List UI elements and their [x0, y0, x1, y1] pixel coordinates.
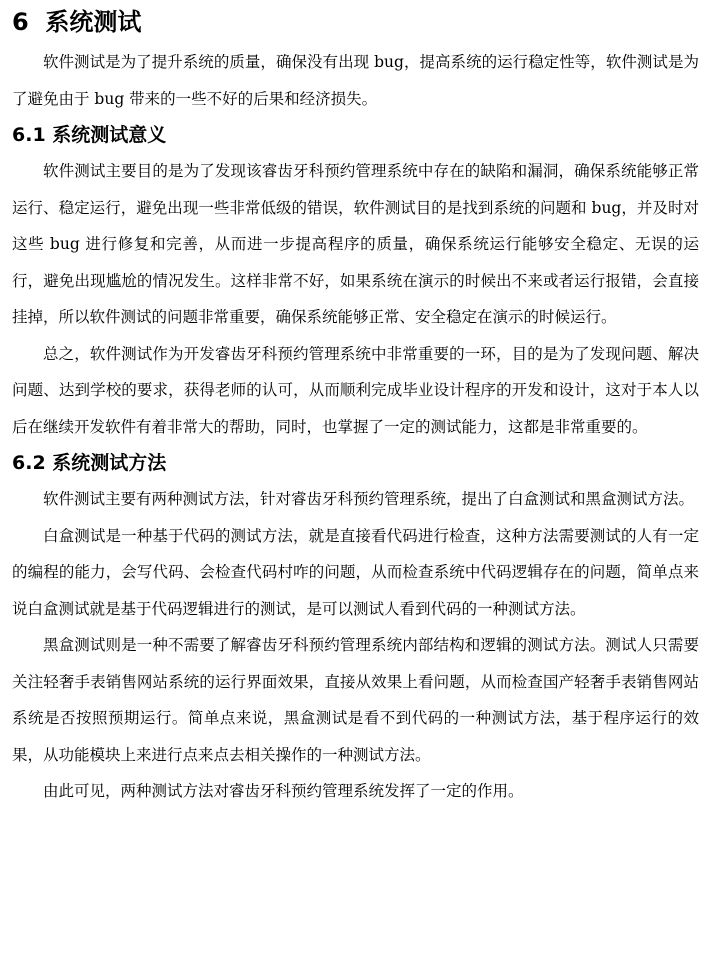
section-intro-paragraph: 软件测试是为了提升系统的质量，确保没有出现 bug，提高系统的运行稳定性等，软件测试是为了避免由于 bug 带来的一些不好的后果和经济损失。 — [12, 53, 699, 108]
paragraph-6-1-b: 总之，软件测试作为开发睿齿牙科预约管理系统中非常重要的一环，目的是为了发现问题、解决问题、达到学校的要求，获得老师的认可，从而顺利完成毕业设计程序的开发和设计，这对于本人以后在继续开发软件有着非常大的帮助，同时，也掌握了一定的测试能力，这都是非常重要的。 — [12, 344, 699, 436]
subsection-heading-6-1: 6.1 系统测试意义 — [12, 124, 167, 146]
section-number: 6 — [12, 8, 29, 36]
paragraph-6-1-a: 软件测试主要目的是为了发现该睿齿牙科预约管理系统中存在的缺陷和漏洞，确保系统能够正常运行、稳定运行，避免出现一些非常低级的错误，软件测试目的是找到系统的问题和 bug，并及时对这些 bug 进行修复和完善，从而进一步提高程序的质量，确保系统运行能够安全稳定、无误的运行，避免出现尴尬的情况发生。这样非常不好，如果系统在演示的时候出不来或者运行报错，会直接挂掉，所以软件测试的问题非常重要，确保系统能够正常、安全稳定在演示的时候运行。 — [12, 162, 699, 326]
paragraph-6-2-a: 软件测试主要有两种测试方法，针对睿齿牙科预约管理系统，提出了白盒测试和黑盒测试方法。 — [43, 490, 695, 508]
paragraph-6-2-c: 黑盒测试则是一种不需要了解睿齿牙科预约管理系统内部结构和逻辑的测试方法。测试人只需要关注轻奢手表销售网站系统的运行界面效果，直接从效果上看问题，从而检查国产轻奢手表销售网站系统是否按照预期运行。简单点来说，黑盒测试是看不到代码的一种测试方法，基于程序运行的效果，从功能模块上来进行点来点去相关操作的一种测试方法。 — [12, 636, 699, 764]
subsection-heading-6-2: 6.2 系统测试方法 — [12, 452, 167, 474]
section-title: 系统测试 — [45, 8, 142, 36]
section-heading — [12, 0, 699, 44]
paragraph-6-2-d: 由此可见，两种测试方法对睿齿牙科预约管理系统发挥了一定的作用。 — [43, 782, 524, 800]
paragraph-6-2-b: 白盒测试是一种基于代码的测试方法，就是直接看代码进行检查，这种方法需要测试的人有一定的编程的能力，会写代码、会检查代码村咋的问题，从而检查系统中代码逻辑存在的问题，简单点来说白盒测试就是基于代码逻辑进行的测试，是可以测试人看到代码的一种测试方法。 — [12, 526, 699, 618]
